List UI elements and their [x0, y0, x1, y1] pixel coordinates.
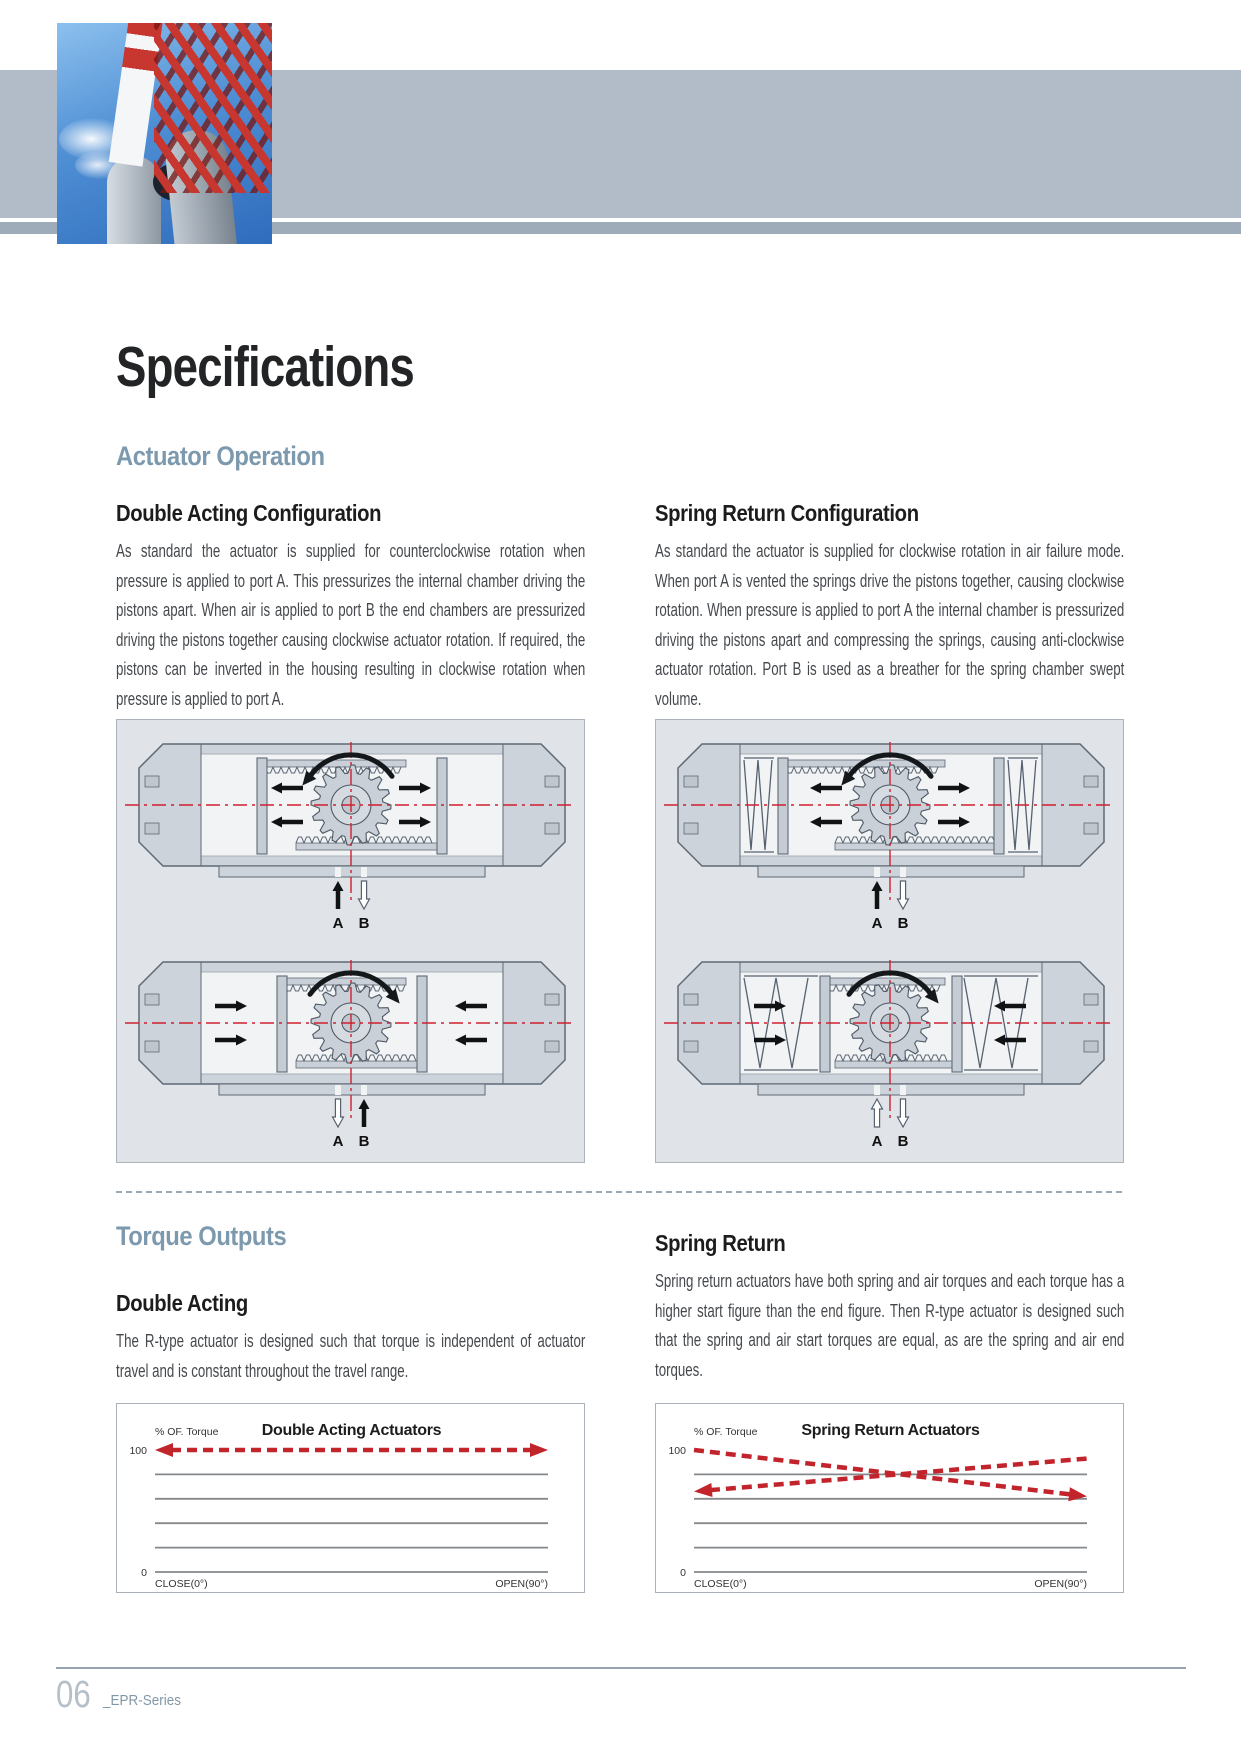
piston	[778, 758, 788, 854]
port-opening	[335, 1085, 341, 1095]
double-acting-chart	[116, 1403, 585, 1593]
piston	[417, 976, 427, 1072]
page-title: Specifications	[116, 335, 414, 399]
xtick-open: OPEN(90°)	[1034, 1578, 1087, 1590]
port-opening	[900, 867, 906, 877]
spring-return-configuration-text: As standard the actuator is supplied for clockwise rotation in air failure mode. When port A is vented the springs drive the pistons together, causing clockwise rotation. When pressure is applied to port A the internal chamber is pressurized driving the pistons apart and compressing the springs, causing anti-clockwise actuator rotation. Port B is used as a breather for the spring chamber swept volume.	[655, 540, 1125, 709]
port-b-arrow	[359, 881, 370, 909]
end-cap-bolt	[145, 776, 159, 787]
end-cap-bolt	[145, 994, 159, 1005]
port-opening	[361, 867, 367, 877]
actuator-cross-section-spring-return-pistons-apart	[656, 730, 1123, 940]
port-a-label: A	[871, 1133, 883, 1150]
subheading-double-acting-configuration: Double Acting Configuration	[116, 500, 382, 526]
bottom-flange	[219, 866, 485, 877]
rack-bar	[296, 1061, 419, 1068]
port-opening	[874, 867, 880, 877]
end-cap-bolt	[1084, 994, 1098, 1005]
constant-torque-arrowhead	[530, 1443, 548, 1457]
rack-bar	[835, 843, 996, 850]
chart-title: Double Acting Actuators	[261, 1422, 442, 1439]
footer-rule	[56, 1667, 1186, 1669]
end-cap-bolt	[545, 994, 559, 1005]
piston	[277, 976, 287, 1072]
rack-bar	[285, 978, 406, 985]
ytick-0: 0	[141, 1567, 147, 1579]
spring-return-diagram-panel	[655, 719, 1124, 1163]
piston	[952, 976, 962, 1072]
port-b-arrow	[359, 1099, 370, 1109]
port-a-arrow	[872, 881, 883, 891]
double-acting-configuration-text: As standard the actuator is supplied for counterclockwise rotation when pressure is applied to port A. This pressurizes the internal chamber driving the pistons apart. When air is applied to port B the end chambers are pressurized driving the pistons together causing clockwise actuator rotation. If required, the pistons can be inverted in the housing resulting in clockwise rotation when pressure is applied to port A.	[116, 540, 586, 709]
end-cap-bolt	[545, 823, 559, 834]
rack-bar	[296, 843, 439, 850]
piston	[257, 758, 267, 854]
y-axis-label: % OF. Torque	[694, 1426, 758, 1438]
dashed-divider	[116, 1191, 1124, 1193]
ytick-100: 100	[129, 1445, 147, 1457]
subheading-double-acting: Double Acting	[116, 1290, 248, 1316]
ytick-100: 100	[668, 1445, 686, 1457]
port-b-arrow	[898, 881, 909, 909]
double-acting-torque-text: The R-type actuator is designed such that torque is independent of actuator travel and is constant throughout the travel range.	[116, 1330, 586, 1381]
end-cap-bolt	[1084, 1041, 1098, 1052]
port-a-label: A	[871, 915, 883, 932]
port-opening	[900, 1085, 906, 1095]
xtick-close: CLOSE(0°)	[694, 1578, 747, 1590]
end-cap-bolt	[1084, 823, 1098, 834]
end-cap-bolt	[684, 823, 698, 834]
bottom-flange	[219, 1084, 485, 1095]
port-b-arrow	[898, 1099, 909, 1127]
constant-torque-arrowhead	[155, 1443, 173, 1457]
section-heading-torque-outputs: Torque Outputs	[116, 1221, 287, 1251]
double-acting-diagram-panel	[116, 719, 585, 1163]
end-cap-bolt	[684, 994, 698, 1005]
actuator-cross-section-double-acting-pistons-together	[117, 948, 584, 1158]
ytick-0: 0	[680, 1567, 686, 1579]
end-cap-bolt	[684, 1041, 698, 1052]
subheading-spring-return-configuration: Spring Return Configuration	[655, 500, 919, 526]
bottom-flange	[758, 1084, 1024, 1095]
end-cap-bolt	[1084, 776, 1098, 787]
photo-stack-cylinder	[107, 156, 161, 244]
port-a-arrow	[333, 1099, 344, 1127]
port-a-label: A	[332, 915, 344, 932]
port-b-label: B	[897, 1133, 909, 1150]
actuator-cross-section-double-acting-pistons-apart	[117, 730, 584, 940]
spring-return-torque-text: Spring return actuators have both spring and air torques and each torque has a higher start figure than the end figure. Then R-type actuator is designed such that the spring and air start torques are equal, as are the spring and air end torques.	[655, 1270, 1125, 1380]
actuator-cross-section-spring-return-pistons-together	[656, 948, 1123, 1158]
rack-bar	[835, 1061, 954, 1068]
port-a-arrow	[333, 881, 344, 891]
header-photo	[57, 23, 272, 244]
port-opening	[335, 867, 341, 877]
end-cap-bolt	[545, 776, 559, 787]
port-b-label: B	[358, 1133, 370, 1150]
end-cap-bolt	[545, 1041, 559, 1052]
piston	[994, 758, 1004, 854]
chart-title: Spring Return Actuators	[801, 1422, 980, 1439]
piston	[820, 976, 830, 1072]
photo-red-lattice-tower	[154, 23, 272, 193]
port-opening	[361, 1085, 367, 1095]
y-axis-label: % OF. Torque	[155, 1426, 219, 1438]
port-a-label: A	[332, 1133, 344, 1150]
end-cap-bolt	[145, 823, 159, 834]
rack-bar	[828, 978, 945, 985]
section-heading-actuator-operation: Actuator Operation	[116, 441, 325, 471]
port-a-arrow	[872, 1099, 883, 1127]
end-cap-bolt	[145, 1041, 159, 1052]
spring-return-chart	[655, 1403, 1124, 1593]
end-cap-bolt	[684, 776, 698, 787]
xtick-close: CLOSE(0°)	[155, 1578, 208, 1590]
series-label: _EPR-Series	[103, 1692, 182, 1709]
bottom-flange	[758, 866, 1024, 877]
torque-chart-canvas	[117, 1404, 584, 1592]
xtick-open: OPEN(90°)	[495, 1578, 548, 1590]
subheading-spring-return: Spring Return	[655, 1230, 786, 1256]
torque-chart-canvas	[656, 1404, 1123, 1592]
page-number: 06	[56, 1674, 91, 1716]
port-opening	[874, 1085, 880, 1095]
spring-stroke-torque-arrowhead	[694, 1483, 713, 1497]
port-b-label: B	[897, 915, 909, 932]
port-b-label: B	[358, 915, 370, 932]
piston	[437, 758, 447, 854]
